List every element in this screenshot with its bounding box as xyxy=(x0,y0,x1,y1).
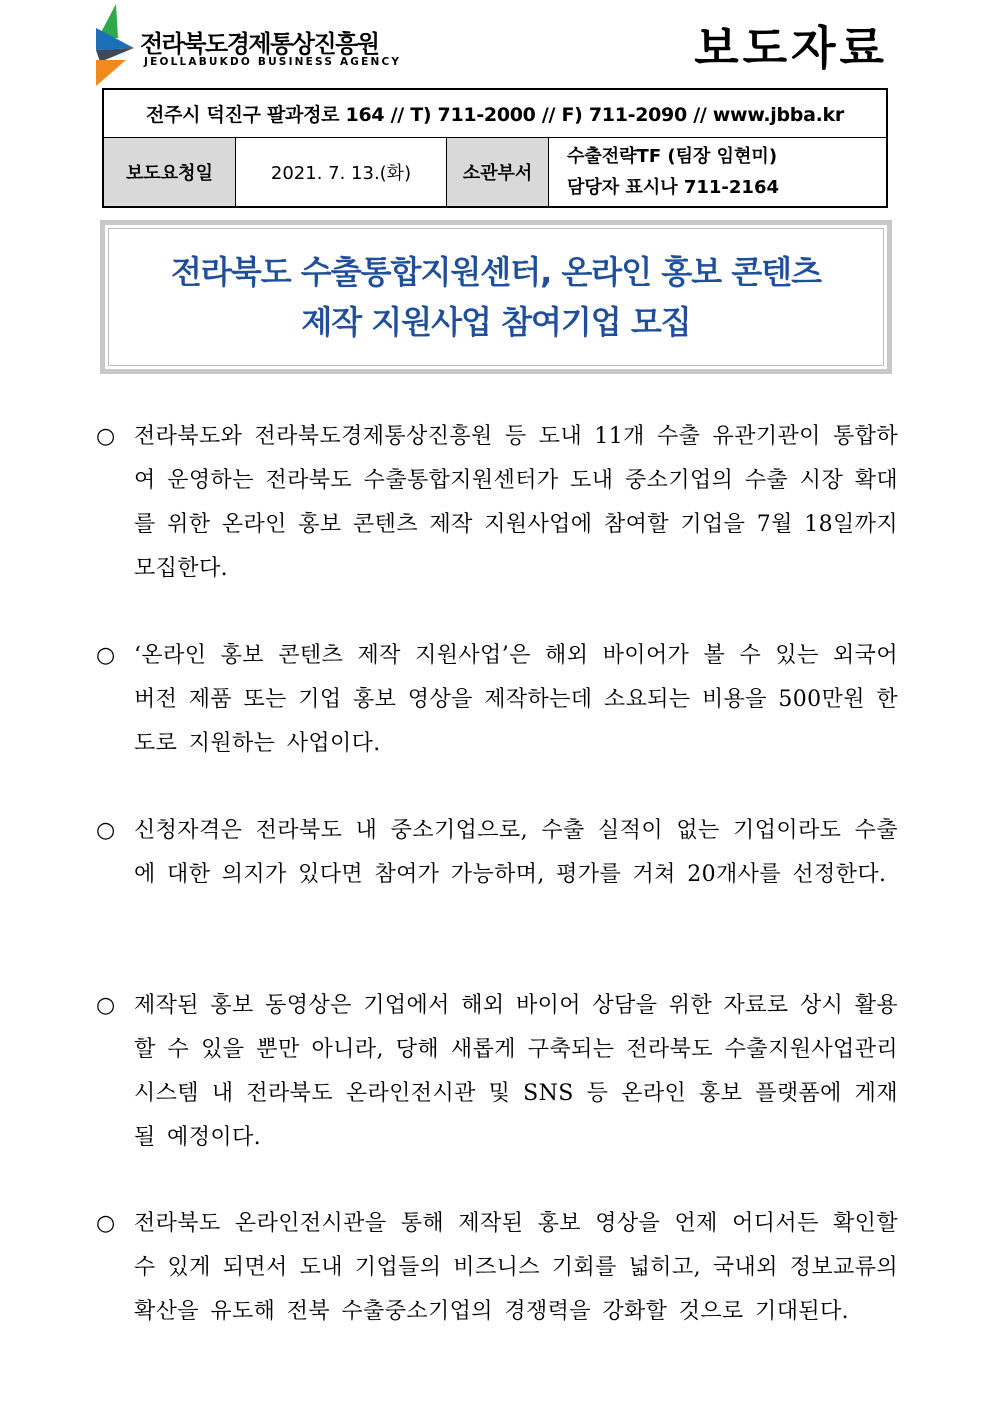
press-release-title: 보도자료 xyxy=(694,21,888,75)
paragraph-text: 전라북도 온라인전시관을 통해 제작된 홍보 영상을 언제 어디서든 확인할 수 있게 되면서 도내 기업들의 비즈니스 기회를 넓히고, 국내외 정보교류의 확산을 유도해 전북 수출중소기업의 경쟁력을 강화할 것으로 기대된다. xyxy=(134,1211,898,1324)
headline-line-1: 전라북도 수출통합지원센터, 온라인 홍보 콘텐츠 xyxy=(171,253,821,291)
address-line: 전주시 덕진구 팔과정로 164 // T) 711-2000 // F) 711-2090 // www.jbba.kr xyxy=(104,90,886,138)
paragraph-text: 전라북도와 전라북도경제통상진흥원 등 도내 11개 수출 유관기관이 통합하여 운영하는 전라북도 수출통합지원센터가 도내 중소기업의 수출 시장 확대를 위한 온라인 홍보 콘텐츠 제작 지원사업에 참여할 기업을 7월 18일까지 모집한다. xyxy=(134,424,898,581)
body-paragraph-3 xyxy=(96,809,898,897)
info-row xyxy=(104,138,886,206)
body-paragraph-1 xyxy=(96,415,898,591)
headline-box xyxy=(100,220,892,374)
body-paragraph-2 xyxy=(96,634,898,766)
logo-dark-shape xyxy=(96,48,134,62)
organization-name: 전라북도경제통상진흥원 xyxy=(140,30,379,58)
circle-bullet-icon: ○ xyxy=(96,1211,116,1236)
circle-bullet-icon: ○ xyxy=(96,993,116,1018)
department-label: 소관부서 xyxy=(447,138,549,206)
organization-english-name: JEOLLABUKDO BUSINESS AGENCY xyxy=(144,56,402,68)
logo-orange-shape xyxy=(96,60,126,86)
contact-person: 담당자 표시나 711-2164 xyxy=(567,177,780,198)
department-value: 수출전략TF (팀장 임현미) xyxy=(567,146,778,167)
request-date-label: 보도요청일 xyxy=(104,138,236,206)
circle-bullet-icon: ○ xyxy=(96,643,116,668)
paragraph-text: 신청자격은 전라북도 내 중소기업으로, 수출 실적이 없는 기업이라도 수출에 대한 의지가 있다면 참여가 가능하며, 평가를 거쳐 20개사를 선정한다. xyxy=(134,818,898,887)
paragraph-text: 제작된 홍보 동영상은 기업에서 해외 바이어 상담을 위한 자료로 상시 활용할 수 있을 뿐만 아니라, 당해 새롭게 구축되는 전라북도 수출지원사업관리시스템 내 전라북도 온라인전시관 및 SNS 등 온라인 홍보 플랫폼에 게재될 예정이다. xyxy=(134,993,898,1150)
request-date-value: 2021. 7. 13.(화) xyxy=(236,138,447,206)
body-paragraph-4 xyxy=(96,984,898,1160)
headline-line-2: 제작 지원사업 참여기업 모집 xyxy=(301,303,691,341)
contact-info-table xyxy=(102,88,888,208)
logo-mark-icon xyxy=(94,4,140,88)
paragraph-text: ‘온라인 홍보 콘텐츠 제작 지원사업’은 해외 바이어가 볼 수 있는 외국어 버전 제품 또는 기업 홍보 영상을 제작하는데 소요되는 비용을 500만원 한도로 지원하는 사업이다. xyxy=(134,643,898,756)
circle-bullet-icon: ○ xyxy=(96,424,116,449)
organization-logo xyxy=(94,4,402,88)
department-contact xyxy=(549,138,886,206)
body-paragraph-5 xyxy=(96,1202,898,1334)
circle-bullet-icon: ○ xyxy=(96,818,116,843)
